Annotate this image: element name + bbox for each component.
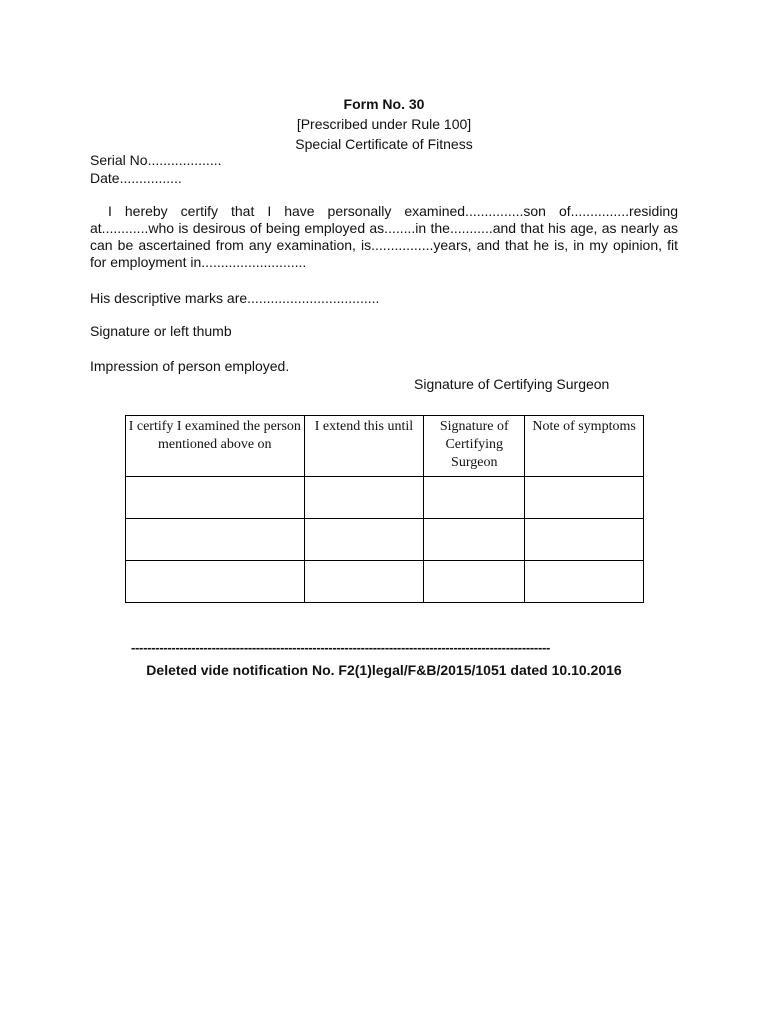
table-cell xyxy=(304,519,424,561)
rule-reference: [Prescribed under Rule 100] xyxy=(296,116,472,132)
header-surgeon-signature: Signature of Certifying Surgeon xyxy=(424,416,525,477)
header-examined-on: I certify I examined the person mentioned above on xyxy=(126,416,305,477)
table-cell xyxy=(424,561,525,603)
table-cell xyxy=(126,519,305,561)
serial-number-field: Serial No................... xyxy=(90,152,222,168)
separator-line: -------------------------------------------------------------------------------------------------------- xyxy=(131,641,551,655)
table-cell xyxy=(525,519,644,561)
table-cell xyxy=(126,477,305,519)
table-cell xyxy=(304,477,424,519)
table-row xyxy=(126,561,644,603)
table-cell xyxy=(525,561,644,603)
certificate-table xyxy=(125,415,644,603)
header-extend-until: I extend this until xyxy=(304,416,424,477)
table-header-row xyxy=(126,416,644,477)
table-row xyxy=(126,519,644,561)
table-cell xyxy=(126,561,305,603)
deleted-notification: Deleted vide notification No. F2(1)legal/F&B/2015/1051 dated 10.10.2016 xyxy=(146,662,622,678)
date-field: Date................ xyxy=(90,170,182,186)
signature-thumb-label: Signature or left thumb xyxy=(90,323,232,339)
form-header xyxy=(0,94,768,154)
table-cell xyxy=(304,561,424,603)
table-cell xyxy=(424,519,525,561)
descriptive-marks: His descriptive marks are.................................. xyxy=(90,290,380,306)
form-title: Special Certificate of Fitness xyxy=(295,136,473,152)
certification-paragraph: I hereby certify that I have personally examined...............son of...............residing at............who is desirous of being employed as........in the...........and that his age, as nearly as can be ascertained from any examination, is................years, and that he is, in my opinion, fit for employment in........................... xyxy=(90,203,678,270)
form-number: Form No. 30 xyxy=(343,96,425,112)
table-cell xyxy=(525,477,644,519)
impression-label: Impression of person employed. xyxy=(90,358,290,374)
table-row xyxy=(126,477,644,519)
table-cell xyxy=(424,477,525,519)
header-note-of-symptoms: Note of symptoms xyxy=(525,416,644,477)
surgeon-signature-label: Signature of Certifying Surgeon xyxy=(414,376,610,392)
